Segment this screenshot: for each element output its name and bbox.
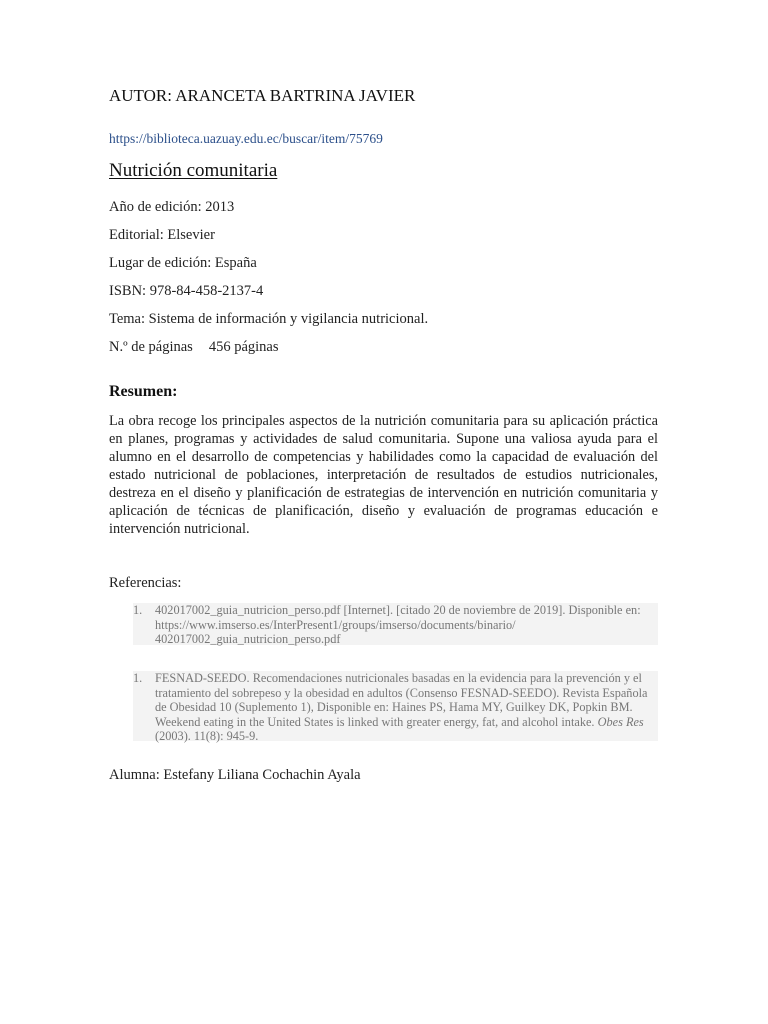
references-heading: Referencias: bbox=[109, 575, 182, 591]
book-title: Nutrición comunitaria bbox=[109, 160, 278, 181]
reference-number: 1. bbox=[133, 603, 143, 617]
page-count bbox=[109, 339, 279, 356]
page-count-label: N.º de páginas bbox=[109, 339, 193, 355]
edition-year: Año de edición: 2013 bbox=[109, 199, 235, 215]
reference-text-end: (2003). 11(8): 945-9. bbox=[155, 729, 259, 743]
reference-text bbox=[155, 671, 658, 744]
reference-item bbox=[133, 603, 658, 645]
edition-place: Lugar de edición: España bbox=[109, 255, 257, 271]
catalog-link[interactable]: https://biblioteca.uazuay.edu.ec/buscar/item/75769 bbox=[109, 131, 383, 146]
reference-number: 1. bbox=[133, 671, 143, 685]
summary-text: La obra recoge los principales aspectos de la nutrición comunitaria para su aplicación práctica en planes, programas y actividades de salud comunitaria. Supone una valiosa ayuda para el alumno en el desarrollo de competencias y habilidades como la capacidad de evaluación del estado nutricional de poblaciones, interpretación de resultados de estudios nutricionales, destreza en el diseño y planificación de estrategias de intervención en nutrición comunitaria y aplicación de técnicas de planificación, diseño y evaluación de programas educación e intervención nutricional. bbox=[109, 413, 658, 537]
publisher: Editorial: Elsevier bbox=[109, 227, 215, 243]
summary-heading: Resumen: bbox=[109, 383, 178, 400]
reference-item bbox=[133, 671, 658, 741]
topic: Tema: Sistema de información y vigilancia nutricional. bbox=[109, 311, 429, 327]
reference-text: 402017002_guia_nutricion_perso.pdf [Internet]. [citado 20 de noviembre de 2019]. Disponible en: https://www.imserso.es/InterPresent1/groups/imserso/documents/binario/ 402017002_guia_nutricion_perso.pdf bbox=[155, 603, 641, 646]
isbn: ISBN: 978-84-458-2137-4 bbox=[109, 283, 264, 299]
reference-journal: Obes Res bbox=[597, 714, 644, 729]
student-name: Alumna: Estefany Liliana Cochachin Ayala bbox=[109, 767, 361, 783]
author-heading: AUTOR: ARANCETA BARTRINA JAVIER bbox=[109, 86, 416, 105]
reference-text-main: FESNAD-SEEDO. Recomendaciones nutricionales basadas en la evidencia para la prevención y el tratamiento del sobrepeso y la obesidad en adultos (Consenso FESNAD-SEEDO). Revista Española de Obesidad 10 (Suplemento 1), Disponible en: Haines PS, Hama MY, Guilkey DK, Popkin BM. Weekend eating in the United States is linked with greater energy, fat, and alcohol intake. bbox=[155, 671, 648, 729]
page-count-value: 456 páginas bbox=[208, 339, 279, 355]
